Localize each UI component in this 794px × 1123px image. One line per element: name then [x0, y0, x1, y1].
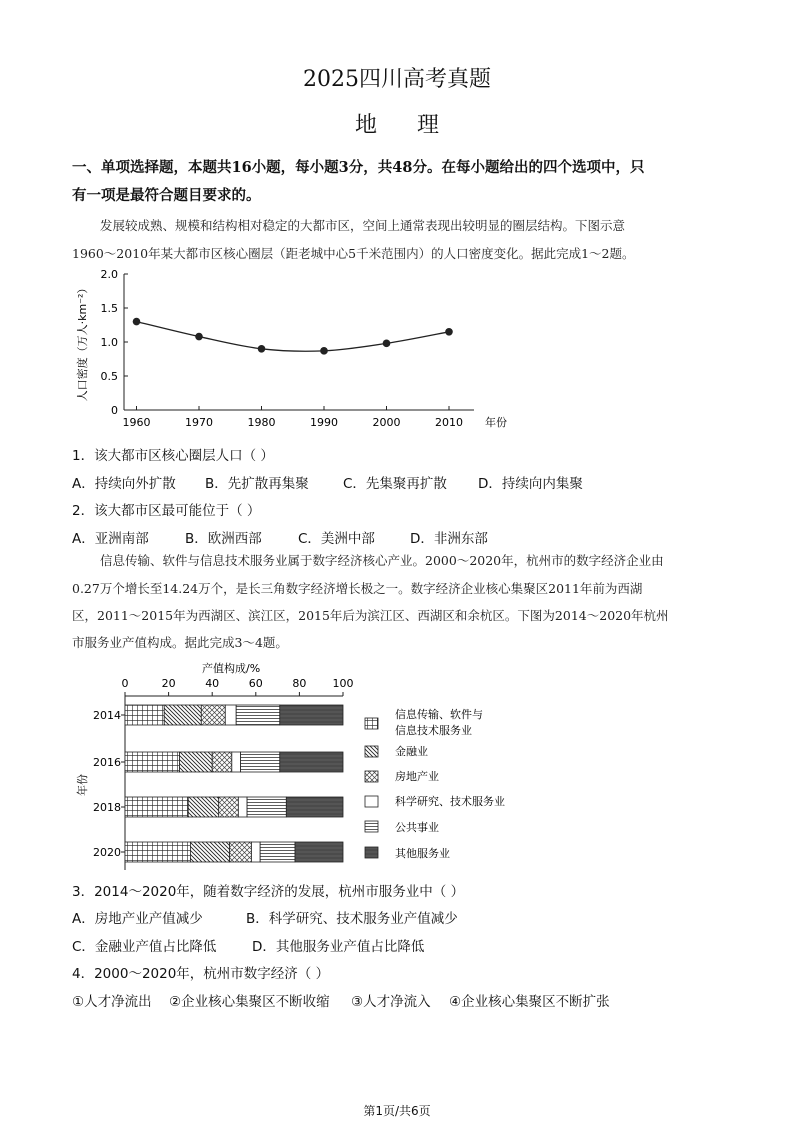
chart2-bar-segment	[230, 842, 252, 862]
passage2-line4: 市服务业产值构成。据此完成3～4题。	[72, 635, 288, 650]
legend-swatch-research	[365, 796, 378, 807]
q3-option-d[interactable]: D．其他服务业产值占比降低	[252, 939, 425, 955]
passage1-line2: 1960～2010年某大都市区核心圈层（距老城中心5千米范围内）的人口密度变化。据此完成1～2题。	[72, 246, 635, 261]
q2-stem: 2．该大都市区最可能位于（ ）	[72, 503, 261, 519]
chart2-bar-segment	[180, 752, 213, 772]
q2-option-d[interactable]: D．非洲东部	[410, 531, 488, 547]
exam-title: 2025四川高考真题	[303, 67, 491, 92]
chart2-bar-segment	[125, 842, 190, 862]
chart2-ylabel: 年份	[76, 774, 89, 796]
q2-option-b[interactable]: B．欧洲西部	[185, 531, 262, 547]
subject-title: 地理	[354, 113, 479, 138]
chart1-data-point	[195, 333, 203, 341]
legend-label-other: 其他服务业	[395, 847, 450, 860]
legend-label-research: 科学研究、技术服务业	[395, 795, 505, 808]
q4-choice-3[interactable]: ③人才净流入	[351, 994, 431, 1010]
q1-option-b[interactable]: B．先扩散再集聚	[205, 476, 309, 492]
passage2-line2: 0.27万个增长至14.24万个，是长三角数字经济增长极之一。数字经济企业核心集聚区2011年前为西湖	[72, 581, 643, 596]
chart2-bar-segment	[251, 842, 260, 862]
chart2-bar-segment	[236, 705, 280, 725]
chart2-category-label: 2020	[93, 846, 121, 859]
passage2-line1: 信息传输、软件与信息技术服务业属于数字经济核心产业。2000～2020年，杭州市的数字经济企业由	[100, 553, 664, 568]
chart2-bar-segment	[125, 797, 188, 817]
q3-option-c[interactable]: C．金融业产值占比降低	[72, 939, 217, 955]
chart2-xtick-label: 80	[292, 677, 307, 690]
legend-swatch-it	[365, 718, 378, 729]
chart1-data-point	[133, 318, 141, 326]
chart1-axes	[124, 274, 474, 410]
chart2-bar-segment	[260, 842, 295, 862]
chart1-xtick-label: 2010	[435, 416, 463, 429]
chart1-ytick-label: 0.5	[100, 370, 118, 383]
chart2-category-label: 2018	[93, 801, 121, 814]
legend-swatch-other	[365, 847, 378, 858]
chart2-bar-segment	[164, 705, 201, 725]
chart1-xtick-label: 1990	[310, 416, 338, 429]
legend-label-realestate: 房地产业	[395, 770, 439, 783]
q1-option-d[interactable]: D．持续向内集聚	[478, 476, 583, 492]
chart2-axis-title: 产值构成/%	[202, 662, 261, 675]
chart2-bar-segment	[295, 842, 343, 862]
chart2-bar-segment	[286, 797, 343, 817]
chart2-bar-segment	[280, 705, 343, 725]
chart2-category-label: 2016	[93, 756, 121, 769]
chart2-xtick-label: 40	[205, 677, 220, 690]
q2-option-c[interactable]: C．美洲中部	[298, 531, 375, 547]
chart1-xlabel: 年份	[485, 416, 507, 429]
legend-label-it-1: 信息传输、软件与	[395, 708, 483, 721]
chart2-xtick-label: 0	[121, 677, 129, 690]
chart1-xtick-label: 1980	[247, 416, 276, 429]
legend-label-finance: 金融业	[395, 745, 428, 758]
chart1-xtick-label: 1960	[122, 416, 151, 429]
chart2-bar-segment	[188, 797, 219, 817]
q3-stem: 3．2014～2020年，随着数字经济的发展，杭州市服务业中（ ）	[72, 884, 465, 900]
chart2-xtick-label: 20	[161, 677, 176, 690]
chart2-bar-segment	[201, 705, 225, 725]
chart2-bar-segment	[280, 752, 343, 772]
chart1-data-point	[383, 340, 391, 348]
chart1-series-line	[137, 322, 450, 352]
chart2-bar-segment	[125, 752, 180, 772]
page-footer: 第1页/共6页	[363, 1104, 431, 1118]
chart2-bar-segment	[190, 842, 229, 862]
chart2-bar-segment	[232, 752, 241, 772]
q1-stem: 1．该大都市区核心圈层人口（ ）	[72, 448, 274, 464]
q3-option-b[interactable]: B．科学研究、技术服务业产值减少	[246, 911, 458, 927]
q4-choice-4[interactable]: ④企业核心集聚区不断扩张	[449, 994, 610, 1010]
chart1-ylabel: 人口密度（万人·km⁻²）	[76, 282, 89, 402]
chart2-bar-segment	[225, 705, 236, 725]
chart2-bar-segment	[247, 797, 286, 817]
q1-option-c[interactable]: C．先集聚再扩散	[343, 476, 447, 492]
chart2-bar-segment	[219, 797, 239, 817]
legend-label-public: 公共事业	[395, 821, 439, 834]
q1-option-a[interactable]: A．持续向外扩散	[72, 476, 176, 492]
q3-option-a[interactable]: A．房地产业产值减少	[72, 911, 203, 927]
chart1-ytick-label: 1.5	[100, 302, 118, 315]
chart1-ytick-label: 0	[111, 404, 118, 417]
q4-stem: 4．2000～2020年，杭州市数字经济（ ）	[72, 966, 330, 982]
section-heading-line2: 有一项是最符合题目要求的。	[72, 187, 261, 204]
chart1-ytick-label: 2.0	[100, 268, 118, 281]
passage2-line3: 区，2011～2015年为西湖区、滨江区，2015年后为滨江区、西湖区和余杭区。下图为2014～2020年杭州	[72, 608, 669, 623]
chart1-ytick-label: 1.0	[100, 336, 118, 349]
chart1-xtick-label: 2000	[372, 416, 401, 429]
chart1-data-point	[258, 345, 266, 353]
chart2-xtick-label: 100	[332, 677, 354, 690]
chart2-xtick-label: 60	[248, 677, 263, 690]
section-heading-line1: 一、单项选择题，本题共16小题，每小题3分，共48分。在每小题给出的四个选项中，只	[72, 159, 645, 176]
q2-option-a[interactable]: A．亚洲南部	[72, 531, 149, 547]
legend-swatch-finance	[365, 746, 378, 757]
chart2-bar-segment	[241, 752, 280, 772]
chart1-data-point	[320, 347, 328, 355]
service-output-chart	[72, 660, 522, 872]
chart1-data-point	[445, 328, 453, 336]
legend-label-it-2: 信息技术服务业	[395, 724, 472, 737]
population-density-chart	[72, 268, 512, 436]
legend-swatch-public	[365, 821, 378, 832]
passage1-line1: 发展较成熟、规模和结构相对稳定的大都市区，空间上通常表现出较明显的圈层结构。下图示意	[100, 218, 626, 233]
chart2-bar-segment	[238, 797, 247, 817]
chart2-bar-segment	[125, 705, 164, 725]
chart2-category-label: 2014	[93, 709, 121, 722]
q4-choice-1[interactable]: ①人才净流出	[72, 994, 152, 1010]
chart2-bar-segment	[212, 752, 232, 772]
chart1-xtick-label: 1970	[185, 416, 213, 429]
q4-choice-2[interactable]: ②企业核心集聚区不断收缩	[169, 994, 330, 1010]
legend-swatch-realestate	[365, 771, 378, 782]
